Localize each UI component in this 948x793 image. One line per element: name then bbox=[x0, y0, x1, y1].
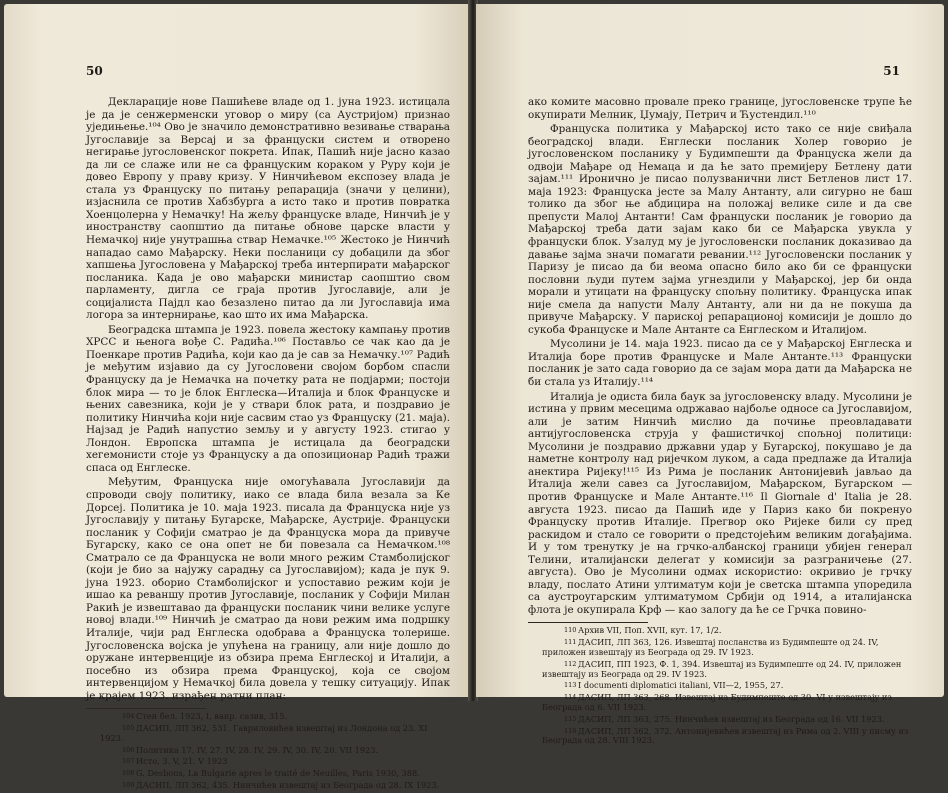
left-page bbox=[4, 4, 470, 791]
paragraph: Француска политика у Мађарској исто тако се није свиђала београдској влади. Енглески посланик Холер говорио је југословенском посланику у Будимпешти да Француска жели да одвоји Мађаре од Немаца и да ће зато премијеру Бетлену дати зајам.¹¹¹ Иронично је писао полузванични лист Бетленов лист 17. маја 1923: Француска јесте за Малу Антанту, али сигурно не баш толико да због ње абдицира на положај велике силе и да све препусти Малој Антанти! Сам француски посланик је говорио да Мађарској треба дати зајам како би се Мађарска увукла у француски блок. Узалуд му је југословенски посланик доказивао да давање зајма значи помагати ревании.¹¹² Југословенски посланик у Паризу је писао да би веома опасно било ако би се француски пословни људи путем зајма угнездили у Мађарској, јер би онда морали и утицати на француску спољну политику. Француска ипак није смела да напусти Малу Антанту, али ни да не покуша да привуче Мађарску. У париској репарационој комисији је дошло до сукоба Француске и Мале Антанте са Енглеском и Италијом. bbox=[528, 123, 912, 336]
paragraph: Београдска штампа је 1923. повела жестоку кампању против ХРСС и њенога вође С. Радића.¹⁰⁶ Постављо се чак као да је Поенкаре против Радића, који као да је сав за Немачку.¹⁰⁷ Радић је међутим изјавио да су Југословени својом борбом спасли Француску да је Немачка на почетку рата не подјарми; постоји блок мира — то је блок Енглеска—Италија и блок Француске и њених савезника, који је у ствари блок рата, и поздравио је политику Нинчића који није сасвим стао уз Француску (21. маја). Најзад је Радић напустио земљу и у августу 1923. стигао у Лондон. Европска штампа је истицала да београдски хегемонисти стоје уз Француску а да опозиционар Радић тражи спаса од Енглеске. bbox=[86, 323, 450, 474]
page-body bbox=[528, 96, 912, 748]
footnote: 113 I documenti diplomatici italiani, VII—2, 1955, 27. bbox=[564, 680, 784, 691]
footnote: 109 ДАСИП, ЛП 362, 435. Нинчићев извештај из Београда од 28. IX 1923. bbox=[122, 780, 440, 791]
footnote-divider bbox=[528, 622, 648, 623]
footnotes bbox=[86, 712, 450, 791]
footnote: 114 ДАСИП, ЛП 363, 268. Извештај из Будимпеште од 30. VI у извештају из Београда од 6. VII 1923. bbox=[542, 692, 892, 712]
footnote: 105 ДАСИП, ЛП 362, 531. Гавриловићев извештај из Лондона од 23. XI 1923. bbox=[100, 723, 428, 743]
footnote: 106 Политика 17. IV, 27. IV, 28. IV, 29. IV, 30. IV, 20. VII 1923. bbox=[122, 744, 379, 755]
footnote: 108 G. Desbons, La Bulgarie apres le traité de Neuilles, Paris 1930, 388. bbox=[122, 768, 420, 779]
paragraph: Италија је одиста била баук за југословенску владу. Мусолини је истина у првим месецима одржавао најбоље односе са Југославијом, али је затим Нинчић мислио да почиње преовладавати антијугословенска струја у фашистичкој спољној политици: Мусолини је поздравио државни удар у Бугарској, покушаво је да наметне контролу над ријечком луком, а сада предлаже да Италија анектира Ријеку!¹¹⁵ Из Рима је посланик Антонијевић јављао да Италија жели савез са Југославијом, Мађарском, Бугарском — против Француске и Мале Антанте.¹¹⁶ Il Giornale d' Italia је 28. августа 1923. писао да Пашић иде у Париз како би покренуо Француску против Италије. Прегвор око Ријеке били су пред раскидом и стало се говорити о предстојећим великим догађајима. И у том тренутку је на грчко-албанској граници убијен генерал Телини, италијански делегат у комисији за разграничење (27. августа). Ово је Мусолини одмах искористио: окривио је грчку владу, послато Атини ултиматум који је светска штампа упоредила са аустроугарским ултиматумом Србији од 1914, а италијанска флота је окупирала Крф — као залогу да ће се Грчка повино- bbox=[528, 390, 912, 616]
page-body bbox=[86, 96, 450, 793]
page-number: 51 bbox=[883, 64, 900, 78]
paragraph: Мусолини је 14. маја 1923. писао да се у Мађарској Енглеска и Италија боре против Француске и Мале Антанте.¹¹³ Француски посланик је зато сада говорио да се зајам мора дати да Мађарска не би стала уз Италију.¹¹⁴ bbox=[528, 338, 912, 389]
paragraph: ако комите масовно провале преко границе, југословенске трупе ће окупирати Мелник, Џумају, Петрич и Ћустендил.¹¹⁰ bbox=[528, 96, 912, 121]
page-number: 50 bbox=[86, 64, 103, 78]
footnote: 110 Архив VII, Поп. XVII, кут. 17, 1/2. bbox=[564, 625, 722, 636]
footnote: 115 ДАСИП, ЛП 363, 275. Нинчићев извештај из Београда од 16. VII 1923. bbox=[564, 713, 885, 724]
footnote: 112 ДАСИП, ПП 1923, Ф. 1, 394. Извештај из Будимпеште од 24. IV, приложен извештају из Београда од 29. IV 1923. bbox=[542, 658, 902, 679]
footnote: 116 ДАСИП, ЛП 362, 372. Антонијевићев извештај из Рима од 2. VIII у писму из Београда од 28. VIII 1923. bbox=[542, 725, 909, 746]
right-page bbox=[476, 4, 944, 746]
footnote: 107 Исто, 3. V, 21. V 1923 bbox=[122, 756, 228, 767]
paragraph: Декларације нове Пашићеве владе од 1. јуна 1923. истицала је да је сенжерменски уговор о миру (са Аустријом) признао уједињење.¹⁰⁴ Ово је значило демонстративно везивање стварања Југославије за Версај и за француски систем и отворено негирање југословенског покрета. Ипак, Пашић није јасно казао да ли се слаже или не са француским кораком у Руру који је довео Европу у праву кризу. У Нинчићевом експозеу влада је стала уз Француску по питању репарација (значи у целини), изјаснила се против Хабзбурга а исто тако и против повратка Хоенцолерна у Немачку! На жељу француске владе, Нинчић је у иностранству саопштио да питање обнове царске власти у Немачкој није унутрашња ствар Немачке.¹⁰⁵ Жестоко је Нинчић нападао само Мађарску. Неки посланици су добацили да због хапшења Југословена у Мађарској треба интерпирати мађарског посланика. Када је ово мађарски министар саопштио свом парламенту, дигла се граја против Југославије, али је социјалиста Пајдл као безазлено питао да ли Југославија има логора за интернирање, као што их има Мађарска. bbox=[86, 96, 450, 322]
footnote: 111 ДАСИП, ЛП 363, 126. Извештај посланства из Будимпеште од 24. IV, приложен извештају из Београда од 29. IV 1923. bbox=[542, 637, 879, 658]
footnote: 104 Стен бел. 1923, I, ванр. сазив, 315. bbox=[122, 711, 288, 722]
paragraph: Међутим, Француска није омогућавала Југославији да спроводи своју политику, иако се влада била везала за Ке Дорсеј. Политика је 10. маја 1923. писала да Француска није уз Југославију у питању Бугарске, Мађарске, Аустрије. Француски посланик у Софији сматрао је да Француска мора да привуче Бугарску, како се она опет не би повезала са Немачком.¹⁰⁸ Сматрало се да Француска не воли много режим Стамболијског (који је био за најужу сарадњу са Југославијом); када је пук 9. јуна 1923. оборио Стамболијског и успоставио режим који је ишао ка реваншу против Југославије, посланик у Софији Милан Ракић је извештавао да француски посланик чини велике услуге новој влади.¹⁰⁹ Нинчић је сматрао да нови режим има подршку Италије, чији рад Енглеска одобрава а Француска толерише. Југословенска војска је упућена на границу, али није дошло до оружане интервенције из обзира према Енглеској и Италији, а посебно из обзира према Француској, која се својом интервенцијом у Немачкој била довела у тешку ситуацију. Ипак је крајем 1923. израђен ратни план: bbox=[86, 476, 450, 702]
footnotes bbox=[528, 626, 912, 746]
footnote-divider bbox=[86, 708, 206, 709]
